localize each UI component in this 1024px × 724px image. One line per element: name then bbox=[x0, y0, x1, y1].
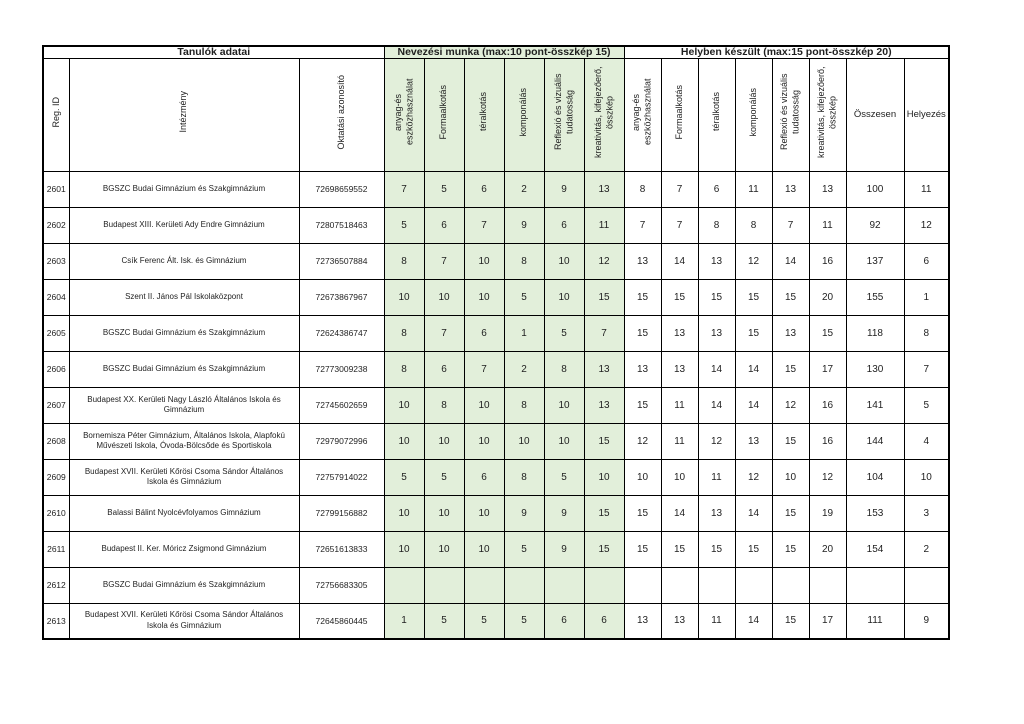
onsite-score-cell: 15 bbox=[772, 603, 809, 639]
total-cell: 137 bbox=[846, 243, 904, 279]
total-cell: 118 bbox=[846, 315, 904, 351]
institution-cell: BGSZC Budai Gimnázium és Szakgimnázium bbox=[69, 351, 299, 387]
onsite-score-cell: 13 bbox=[735, 423, 772, 459]
col-header-onsite-material-use: anyag-és eszközhasználat bbox=[624, 58, 661, 171]
onsite-score-cell: 14 bbox=[735, 387, 772, 423]
results-sheet bbox=[42, 45, 950, 640]
col-header-submitted-space-creation: téralkotás bbox=[464, 58, 504, 171]
col-header-reg-id: Reg. ID bbox=[43, 58, 69, 171]
onsite-score-cell: 13 bbox=[698, 243, 735, 279]
onsite-score-cell: 11 bbox=[809, 207, 846, 243]
col-header-submitted-material-use: anyag-és eszközhasználat bbox=[384, 58, 424, 171]
onsite-score-cell: 12 bbox=[735, 459, 772, 495]
col-header-submitted-composition: komponálás bbox=[504, 58, 544, 171]
rank-cell: 8 bbox=[904, 315, 949, 351]
submitted-score-cell: 5 bbox=[384, 459, 424, 495]
onsite-score-cell: 7 bbox=[624, 207, 661, 243]
submitted-score-cell: 6 bbox=[464, 171, 504, 207]
reg-id-cell: 2610 bbox=[43, 495, 69, 531]
submitted-score-cell: 10 bbox=[464, 279, 504, 315]
submitted-score-cell: 13 bbox=[584, 351, 624, 387]
onsite-score-cell: 20 bbox=[809, 531, 846, 567]
total-cell: 154 bbox=[846, 531, 904, 567]
onsite-score-cell: 11 bbox=[661, 387, 698, 423]
edu-id-cell: 72979072996 bbox=[299, 423, 384, 459]
onsite-score-cell: 16 bbox=[809, 423, 846, 459]
onsite-score-cell: 15 bbox=[772, 495, 809, 531]
reg-id-cell: 2605 bbox=[43, 315, 69, 351]
rank-cell: 2 bbox=[904, 531, 949, 567]
submitted-score-cell: 8 bbox=[384, 351, 424, 387]
submitted-score-cell: 10 bbox=[464, 495, 504, 531]
reg-id-cell: 2601 bbox=[43, 171, 69, 207]
onsite-score-cell bbox=[809, 567, 846, 603]
onsite-score-cell: 15 bbox=[809, 315, 846, 351]
total-cell: 92 bbox=[846, 207, 904, 243]
submitted-score-cell: 9 bbox=[544, 171, 584, 207]
onsite-score-cell: 13 bbox=[661, 351, 698, 387]
submitted-score-cell: 9 bbox=[544, 495, 584, 531]
group-header-students: Tanulók adatai bbox=[43, 46, 384, 58]
submitted-score-cell: 8 bbox=[504, 387, 544, 423]
onsite-score-cell: 17 bbox=[809, 351, 846, 387]
submitted-score-cell: 10 bbox=[464, 243, 504, 279]
institution-cell: Szent II. János Pál Iskolaközpont bbox=[69, 279, 299, 315]
edu-id-cell: 72756683305 bbox=[299, 567, 384, 603]
onsite-score-cell: 11 bbox=[698, 459, 735, 495]
submitted-score-cell: 10 bbox=[424, 531, 464, 567]
onsite-score-cell: 15 bbox=[772, 351, 809, 387]
edu-id-cell: 72698659552 bbox=[299, 171, 384, 207]
col-header-onsite-form-creation: Formaalkotás bbox=[661, 58, 698, 171]
submitted-score-cell: 6 bbox=[544, 603, 584, 639]
submitted-score-cell bbox=[384, 567, 424, 603]
results-table bbox=[42, 45, 950, 640]
submitted-score-cell: 10 bbox=[544, 279, 584, 315]
onsite-score-cell: 7 bbox=[772, 207, 809, 243]
submitted-score-cell: 2 bbox=[504, 351, 544, 387]
reg-id-cell: 2604 bbox=[43, 279, 69, 315]
submitted-score-cell: 6 bbox=[584, 603, 624, 639]
institution-cell: Csík Ferenc Ált. Isk. és Gimnázium bbox=[69, 243, 299, 279]
submitted-score-cell: 15 bbox=[584, 531, 624, 567]
group-header-submitted-work: Nevezési munka (max:10 pont-összkép 15) bbox=[384, 46, 624, 58]
submitted-score-cell: 7 bbox=[424, 243, 464, 279]
col-header-submitted-creativity: kreativitás, kifejezőerő, összkép bbox=[584, 58, 624, 171]
institution-cell: BGSZC Budai Gimnázium és Szakgimnázium bbox=[69, 171, 299, 207]
table-row bbox=[43, 171, 949, 207]
submitted-score-cell: 13 bbox=[584, 387, 624, 423]
onsite-score-cell: 12 bbox=[809, 459, 846, 495]
submitted-score-cell: 5 bbox=[424, 603, 464, 639]
onsite-score-cell: 14 bbox=[698, 351, 735, 387]
reg-id-cell: 2612 bbox=[43, 567, 69, 603]
col-header-onsite-reflection: Reflexió és vizuális tudatosság bbox=[772, 58, 809, 171]
col-header-submitted-form-creation: Formaalkotás bbox=[424, 58, 464, 171]
institution-cell: BGSZC Budai Gimnázium és Szakgimnázium bbox=[69, 567, 299, 603]
onsite-score-cell: 13 bbox=[624, 351, 661, 387]
submitted-score-cell: 5 bbox=[544, 459, 584, 495]
onsite-score-cell: 8 bbox=[698, 207, 735, 243]
onsite-score-cell: 10 bbox=[624, 459, 661, 495]
onsite-score-cell: 15 bbox=[624, 279, 661, 315]
total-cell: 141 bbox=[846, 387, 904, 423]
institution-cell: Budapest II. Ker. Móricz Zsigmond Gimnázium bbox=[69, 531, 299, 567]
onsite-score-cell: 15 bbox=[624, 315, 661, 351]
table-row bbox=[43, 459, 949, 495]
reg-id-cell: 2603 bbox=[43, 243, 69, 279]
onsite-score-cell: 14 bbox=[661, 243, 698, 279]
onsite-score-cell: 15 bbox=[772, 423, 809, 459]
submitted-score-cell: 5 bbox=[504, 279, 544, 315]
institution-cell: Budapest XVII. Kerületi Kőrösi Csoma Sándor Általános Iskola és Gimnázium bbox=[69, 603, 299, 639]
onsite-score-cell: 13 bbox=[661, 603, 698, 639]
submitted-score-cell: 10 bbox=[424, 423, 464, 459]
edu-id-cell: 72773009238 bbox=[299, 351, 384, 387]
onsite-score-cell: 16 bbox=[809, 387, 846, 423]
table-row bbox=[43, 207, 949, 243]
total-cell: 144 bbox=[846, 423, 904, 459]
onsite-score-cell: 13 bbox=[809, 171, 846, 207]
onsite-score-cell bbox=[661, 567, 698, 603]
onsite-score-cell: 15 bbox=[735, 531, 772, 567]
total-cell: 104 bbox=[846, 459, 904, 495]
submitted-score-cell: 7 bbox=[464, 207, 504, 243]
onsite-score-cell: 14 bbox=[735, 603, 772, 639]
submitted-score-cell: 15 bbox=[584, 495, 624, 531]
submitted-score-cell: 9 bbox=[544, 531, 584, 567]
table-row bbox=[43, 495, 949, 531]
submitted-score-cell: 10 bbox=[464, 423, 504, 459]
reg-id-cell: 2607 bbox=[43, 387, 69, 423]
submitted-score-cell: 7 bbox=[384, 171, 424, 207]
table-row bbox=[43, 351, 949, 387]
submitted-score-cell: 8 bbox=[384, 315, 424, 351]
submitted-score-cell: 9 bbox=[504, 207, 544, 243]
institution-cell: Balassi Bálint Nyolcévfolyamos Gimnázium bbox=[69, 495, 299, 531]
submitted-score-cell: 13 bbox=[584, 171, 624, 207]
total-cell: 153 bbox=[846, 495, 904, 531]
edu-id-cell: 72745602659 bbox=[299, 387, 384, 423]
submitted-score-cell: 8 bbox=[544, 351, 584, 387]
onsite-score-cell bbox=[772, 567, 809, 603]
submitted-score-cell: 5 bbox=[504, 603, 544, 639]
submitted-score-cell: 10 bbox=[544, 387, 584, 423]
onsite-score-cell: 15 bbox=[698, 531, 735, 567]
submitted-score-cell bbox=[424, 567, 464, 603]
reg-id-cell: 2611 bbox=[43, 531, 69, 567]
onsite-score-cell: 11 bbox=[735, 171, 772, 207]
submitted-score-cell: 2 bbox=[504, 171, 544, 207]
submitted-score-cell: 8 bbox=[384, 243, 424, 279]
institution-cell: Budapest XVII. Kerületi Kőrösi Csoma Sándor Általános Iskola és Gimnázium bbox=[69, 459, 299, 495]
submitted-score-cell: 10 bbox=[384, 387, 424, 423]
total-cell: 111 bbox=[846, 603, 904, 639]
total-cell bbox=[846, 567, 904, 603]
edu-id-cell: 72807518463 bbox=[299, 207, 384, 243]
submitted-score-cell: 1 bbox=[504, 315, 544, 351]
submitted-score-cell: 10 bbox=[384, 531, 424, 567]
submitted-score-cell: 15 bbox=[584, 423, 624, 459]
col-header-submitted-reflection: Reflexió és vizuális tudatosság bbox=[544, 58, 584, 171]
total-cell: 130 bbox=[846, 351, 904, 387]
submitted-score-cell: 8 bbox=[504, 459, 544, 495]
onsite-score-cell: 8 bbox=[735, 207, 772, 243]
onsite-score-cell: 14 bbox=[661, 495, 698, 531]
submitted-score-cell: 8 bbox=[504, 243, 544, 279]
submitted-score-cell: 5 bbox=[464, 603, 504, 639]
rank-cell: 6 bbox=[904, 243, 949, 279]
onsite-score-cell: 15 bbox=[624, 531, 661, 567]
rank-cell: 11 bbox=[904, 171, 949, 207]
submitted-score-cell: 5 bbox=[504, 531, 544, 567]
reg-id-cell: 2609 bbox=[43, 459, 69, 495]
edu-id-cell: 72651613833 bbox=[299, 531, 384, 567]
rank-cell: 9 bbox=[904, 603, 949, 639]
onsite-score-cell: 17 bbox=[809, 603, 846, 639]
col-header-rank: Helyezés bbox=[904, 58, 949, 171]
onsite-score-cell: 15 bbox=[772, 531, 809, 567]
rank-cell: 3 bbox=[904, 495, 949, 531]
edu-id-cell: 72645860445 bbox=[299, 603, 384, 639]
onsite-score-cell bbox=[698, 567, 735, 603]
submitted-score-cell: 5 bbox=[424, 171, 464, 207]
submitted-score-cell: 10 bbox=[464, 531, 504, 567]
onsite-score-cell: 16 bbox=[809, 243, 846, 279]
onsite-score-cell: 12 bbox=[698, 423, 735, 459]
submitted-score-cell: 9 bbox=[504, 495, 544, 531]
institution-cell: BGSZC Budai Gimnázium és Szakgimnázium bbox=[69, 315, 299, 351]
onsite-score-cell: 6 bbox=[698, 171, 735, 207]
submitted-score-cell: 5 bbox=[384, 207, 424, 243]
onsite-score-cell: 20 bbox=[809, 279, 846, 315]
onsite-score-cell: 10 bbox=[661, 459, 698, 495]
submitted-score-cell bbox=[464, 567, 504, 603]
reg-id-cell: 2602 bbox=[43, 207, 69, 243]
submitted-score-cell: 12 bbox=[584, 243, 624, 279]
reg-id-cell: 2608 bbox=[43, 423, 69, 459]
table-row bbox=[43, 315, 949, 351]
table-row bbox=[43, 567, 949, 603]
submitted-score-cell: 10 bbox=[584, 459, 624, 495]
table-body bbox=[43, 171, 949, 639]
onsite-score-cell: 13 bbox=[772, 171, 809, 207]
submitted-score-cell: 5 bbox=[544, 315, 584, 351]
column-header-row bbox=[43, 58, 949, 171]
submitted-score-cell bbox=[504, 567, 544, 603]
onsite-score-cell: 12 bbox=[735, 243, 772, 279]
onsite-score-cell: 15 bbox=[735, 315, 772, 351]
rank-cell: 12 bbox=[904, 207, 949, 243]
onsite-score-cell bbox=[624, 567, 661, 603]
onsite-score-cell: 8 bbox=[624, 171, 661, 207]
edu-id-cell: 72799156882 bbox=[299, 495, 384, 531]
edu-id-cell: 72673867967 bbox=[299, 279, 384, 315]
submitted-score-cell: 10 bbox=[384, 423, 424, 459]
onsite-score-cell: 12 bbox=[624, 423, 661, 459]
submitted-score-cell: 6 bbox=[424, 207, 464, 243]
institution-cell: Budapest XIII. Kerületi Ady Endre Gimnázium bbox=[69, 207, 299, 243]
onsite-score-cell: 13 bbox=[661, 315, 698, 351]
onsite-score-cell: 15 bbox=[661, 531, 698, 567]
institution-cell: Budapest XX. Kerületi Nagy László Általános Iskola és Gimnázium bbox=[69, 387, 299, 423]
onsite-score-cell: 7 bbox=[661, 171, 698, 207]
col-header-onsite-creativity: kreativitás, kifejezőerő, összkép bbox=[809, 58, 846, 171]
onsite-score-cell: 15 bbox=[624, 387, 661, 423]
edu-id-cell: 72624386747 bbox=[299, 315, 384, 351]
total-cell: 155 bbox=[846, 279, 904, 315]
submitted-score-cell: 10 bbox=[544, 423, 584, 459]
submitted-score-cell: 11 bbox=[584, 207, 624, 243]
onsite-score-cell: 14 bbox=[735, 495, 772, 531]
group-header-onsite-work: Helyben készült (max:15 pont-összkép 20) bbox=[624, 46, 949, 58]
submitted-score-cell: 10 bbox=[464, 387, 504, 423]
submitted-score-cell: 10 bbox=[424, 279, 464, 315]
rank-cell bbox=[904, 567, 949, 603]
submitted-score-cell: 10 bbox=[544, 243, 584, 279]
submitted-score-cell: 5 bbox=[424, 459, 464, 495]
total-cell: 100 bbox=[846, 171, 904, 207]
onsite-score-cell: 15 bbox=[698, 279, 735, 315]
onsite-score-cell: 11 bbox=[661, 423, 698, 459]
submitted-score-cell: 10 bbox=[384, 495, 424, 531]
table-row bbox=[43, 243, 949, 279]
submitted-score-cell: 10 bbox=[384, 279, 424, 315]
rank-cell: 1 bbox=[904, 279, 949, 315]
onsite-score-cell: 14 bbox=[772, 243, 809, 279]
rank-cell: 7 bbox=[904, 351, 949, 387]
submitted-score-cell: 6 bbox=[464, 459, 504, 495]
onsite-score-cell: 12 bbox=[772, 387, 809, 423]
group-header-row bbox=[43, 46, 949, 58]
reg-id-cell: 2613 bbox=[43, 603, 69, 639]
submitted-score-cell: 7 bbox=[464, 351, 504, 387]
submitted-score-cell: 1 bbox=[384, 603, 424, 639]
onsite-score-cell: 13 bbox=[624, 603, 661, 639]
reg-id-cell: 2606 bbox=[43, 351, 69, 387]
onsite-score-cell: 15 bbox=[735, 279, 772, 315]
table-row bbox=[43, 387, 949, 423]
submitted-score-cell: 10 bbox=[424, 495, 464, 531]
col-header-onsite-space-creation: téralkotás bbox=[698, 58, 735, 171]
institution-cell: Bornemisza Péter Gimnázium, Általános Iskola, Alapfokú Művészeti Iskola, Óvoda-Bölcsőde és Sportiskola bbox=[69, 423, 299, 459]
rank-cell: 10 bbox=[904, 459, 949, 495]
onsite-score-cell: 14 bbox=[698, 387, 735, 423]
onsite-score-cell: 13 bbox=[698, 315, 735, 351]
submitted-score-cell: 6 bbox=[424, 351, 464, 387]
onsite-score-cell: 15 bbox=[624, 495, 661, 531]
onsite-score-cell: 14 bbox=[735, 351, 772, 387]
submitted-score-cell bbox=[544, 567, 584, 603]
submitted-score-cell: 7 bbox=[584, 315, 624, 351]
edu-id-cell: 72757914022 bbox=[299, 459, 384, 495]
col-header-onsite-composition: komponálás bbox=[735, 58, 772, 171]
table-row bbox=[43, 423, 949, 459]
onsite-score-cell: 15 bbox=[661, 279, 698, 315]
onsite-score-cell: 7 bbox=[661, 207, 698, 243]
onsite-score-cell: 13 bbox=[624, 243, 661, 279]
rank-cell: 5 bbox=[904, 387, 949, 423]
edu-id-cell: 72736507884 bbox=[299, 243, 384, 279]
onsite-score-cell bbox=[735, 567, 772, 603]
onsite-score-cell: 10 bbox=[772, 459, 809, 495]
table-row bbox=[43, 279, 949, 315]
rank-cell: 4 bbox=[904, 423, 949, 459]
submitted-score-cell bbox=[584, 567, 624, 603]
submitted-score-cell: 6 bbox=[544, 207, 584, 243]
submitted-score-cell: 15 bbox=[584, 279, 624, 315]
onsite-score-cell: 13 bbox=[772, 315, 809, 351]
table-row bbox=[43, 531, 949, 567]
col-header-total: Összesen bbox=[846, 58, 904, 171]
onsite-score-cell: 15 bbox=[772, 279, 809, 315]
submitted-score-cell: 10 bbox=[504, 423, 544, 459]
table-row bbox=[43, 603, 949, 639]
submitted-score-cell: 7 bbox=[424, 315, 464, 351]
onsite-score-cell: 19 bbox=[809, 495, 846, 531]
submitted-score-cell: 6 bbox=[464, 315, 504, 351]
col-header-edu-id: Oktatási azonosító bbox=[299, 58, 384, 171]
submitted-score-cell: 8 bbox=[424, 387, 464, 423]
col-header-institution: Intézmény bbox=[69, 58, 299, 171]
onsite-score-cell: 13 bbox=[698, 495, 735, 531]
onsite-score-cell: 11 bbox=[698, 603, 735, 639]
